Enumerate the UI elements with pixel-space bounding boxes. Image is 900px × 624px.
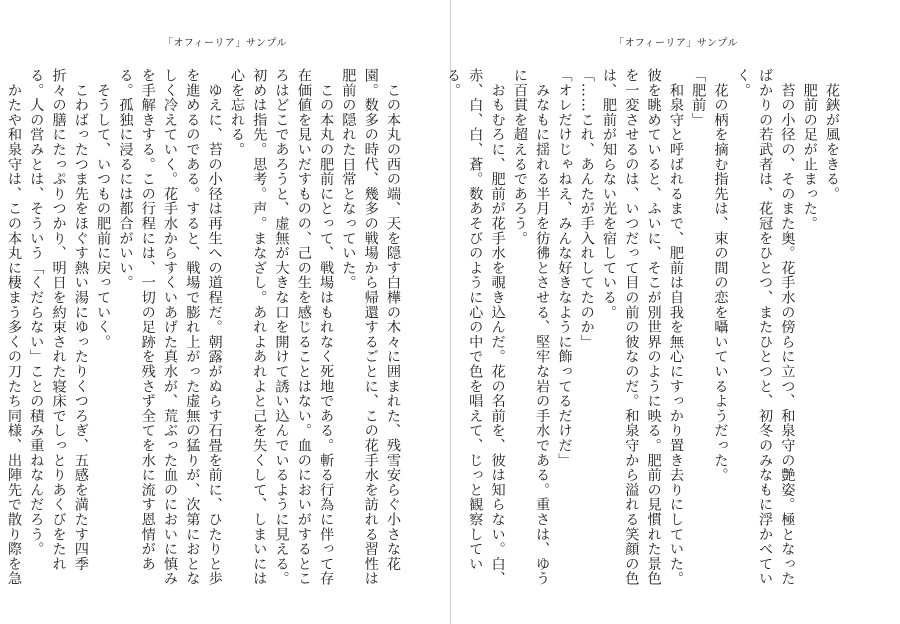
right-paragraph: おもむろに、肥前が花手水を覗き込んだ。花の名前を、彼は知らない。白、赤、白、白、蒼。数あそびのように心の中で色を唱えて、じっと観察している。 (444, 68, 506, 586)
right-paragraph: 「……これ、あんたが手入れしてたのか」 (578, 68, 595, 350)
right-page (444, 0, 900, 624)
left-paragraph: そうして、いつもの肥前に戻っていく。 (95, 68, 112, 350)
right-paragraph: 「オレだけじゃねえ、みんな好きなように飾ってるだけだ」 (556, 68, 573, 468)
right-paragraph: 「肥前」 (690, 68, 707, 128)
right-running-head: 「オフィーリア」サンプル (614, 38, 738, 49)
left-paragraph: ゆえに、苔の小径は再生への道程だ。朝露がぬらす石畳を前に、ひたりと歩を進めるのである。すると、戦場で膨れ上がった虚無の猛りが、次第におとなしく冷えていく。花手水からすくいあげた真水が、荒ぶった血のにおいに慎みを手解きする。この行程には、一切の足跡を残さず全てを水に流す恩情がある。孤独に浸るには都合がいい。 (117, 68, 223, 586)
left-paragraph: こわばったつま先をほぐす熱い湯にゆったりくつろぎ、五感を満たす四季折々の膳にたっぷりつかり、明日を約束された寝床でしっとりあくびをたれる。人の営みとは、そういう「くだらない」ことの積み重ねなんだろう。 (28, 68, 89, 572)
right-paragraph: 和泉守と呼ばれるまで、肥前は自我を無心にすっかり置き去りにしていた。彼を眺めていると、ふいに、そこが別世界のように映る。肥前の見慣れた景色を一変させるのは、いつだって目の前の彼なのだ。和泉守から溢れる笑顔の色は、肥前が知らない光を宿している。 (601, 68, 684, 586)
right-paragraph: 肥前の足が止まった。 (801, 68, 818, 231)
right-paragraph: 花鋏が風をきる。 (824, 68, 840, 202)
left-page-body (5, 68, 404, 588)
right-paragraph: 苔の小径の、そのまた奥。花手水の傍らに立つ、和泉守の艶姿。極となったばかりの若武者は、花冠をひとつ、またひとつと、初冬のみなもに浮かべていく。 (734, 68, 796, 586)
left-paragraph: この本丸の西の端、天を隠す白樺の木々に囲まれた、残雪安らぐ小さな花園。数多の時代、幾多の戦場から帰還するごとに、この花手水を訪れる習性は肥前の隠れた日常となっていた。 (340, 68, 401, 586)
left-paragraph: かたや和泉守は、この本丸に棲まう多くの刀たち同様、出陣先で散り際を急 (5, 82, 22, 586)
right-paragraph: みなもに揺れる半月を彷彿とさせる、堅牢な岩の手水である。重さは、ゆうに百貫を超えるであろう。 (511, 68, 551, 586)
right-paragraph: 花の柄を摘む指先は、束の間の恋を囁いているようだった。 (712, 68, 729, 483)
left-running-head: 「オフィーリア」サンプル (163, 38, 287, 49)
left-paragraph: この本丸の肥前にとって、戦場はもれなく死地である。斬る行為に伴って存在価値を見いだすものの、己の生を感じることはない。血のにおいがするところはどこであろうと、虚無が大きな口を開けて誘い込んでいるように見える。初めは指先。思考。声。まなざし。あれよあれよと己を失くして、しまいには心を忘れる。 (228, 68, 335, 586)
right-page-body (444, 68, 843, 588)
